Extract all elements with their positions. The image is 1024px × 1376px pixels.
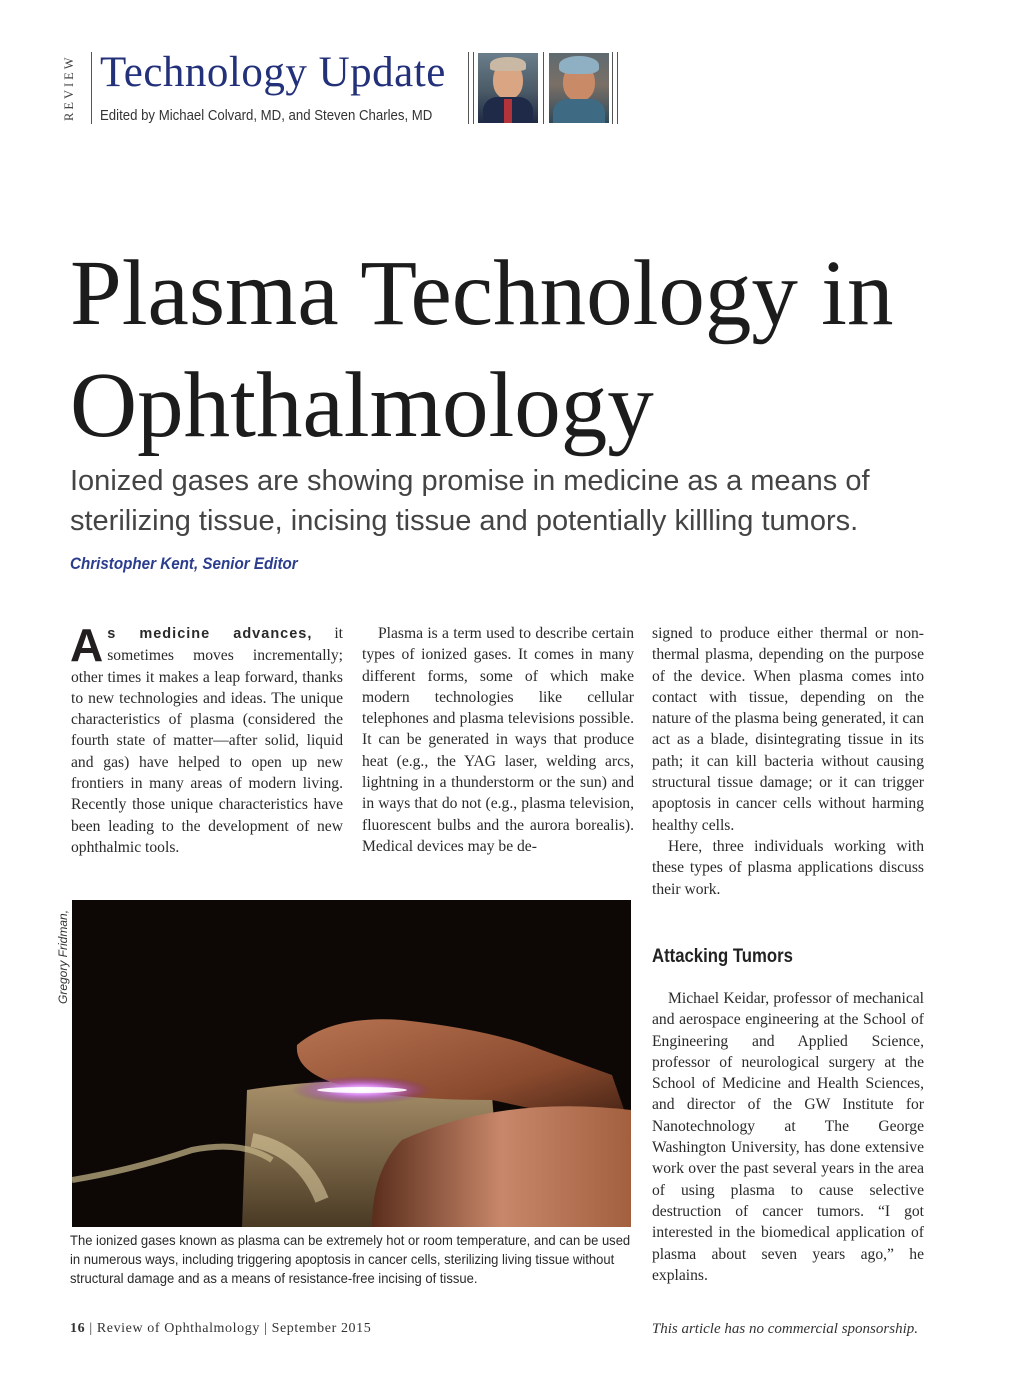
drop-cap: A [70, 619, 104, 671]
publication-name: Review of Ophthalmology [96, 1321, 260, 1336]
article-title: Plasma Technology in Ophthalmology [70, 242, 894, 457]
photo-credit: Gregory Fridman, [56, 909, 70, 1005]
lead-in: s medicine advances, [107, 626, 313, 642]
plasma-photo-illustration [72, 900, 631, 1227]
figure-caption: The ionized gases known as plasma can be extremely hot or room temperature, and can be used in numerous ways, including triggering apoptosis in cancer cells, sterilizing living tissue without structural damage and as a means of resistance-free incising of tissue. [70, 1232, 631, 1286]
issue-date: September 2015 [271, 1321, 372, 1336]
paragraph: signed to produce either thermal or non-thermal plasma, depending on the purpose of the device. When plasma comes into contact with tissue, depending on the nature of the plasma being generated, it can act as a blade, disintegrating tissue in its path; it can kill bacteria without causing structural tissue damage; or it can trigger apoptosis in cancer cells without harming healthy cells. [652, 625, 924, 834]
paragraph: Michael Keidar, professor of mechanical and aerospace engineering at the School of Engineering and Applied Science, professor of neurological surgery at the School of Medicine and Health Sciences, and director of the GW Institute for Nanotechnology at The George Washington University, has done extensive work over the past several years in the area of using plasma to cause selective destruction of cancer tumors. “I got interested in the biomedical application of plasma about seven years ago,” he explains. [652, 990, 924, 1284]
header-divider [612, 52, 613, 124]
paragraph: Here, three individuals working with these types of plasma applications discuss their work. [652, 837, 924, 898]
editor-portrait-colvard [478, 53, 538, 123]
body-column-2 [362, 623, 634, 857]
page-number: 16 [70, 1321, 86, 1336]
body-column-3 [652, 623, 924, 900]
header-divider [617, 52, 618, 124]
section-title: Technology Update [100, 49, 446, 96]
article-subtitle: Ionized gases are showing promise in medicine as a means of sterilizing tissue, incising tissue and potentially killling tumors. [70, 465, 870, 537]
header-divider [91, 52, 92, 124]
body-column-3-continued [652, 988, 924, 1286]
header-divider [468, 52, 469, 124]
editors-credit: Edited by Michael Colvard, MD, and Steven Charles, MD [100, 107, 433, 124]
plasma-device-photo [72, 900, 631, 1227]
paragraph: Plasma is a term used to describe certain types of ionized gases. It comes in many different forms, some of which make modern technologies like cellular telephones and plasma televisions possible. It can be generated in ways that produce heat (e.g., the YAG laser, welding arcs, lightning in a thunderstorm or the sun) and in ways that do not (e.g., plasma television, fluorescent bulbs and the aurora borealis). Medical devices may be de- [362, 625, 634, 855]
article-byline: Christopher Kent, Senior Editor [70, 555, 298, 573]
paragraph: it sometimes moves incrementally; other times it makes a leap forward, thanks to new technologies and ideas. The unique characteristics of plasma (considered the fourth state of matter—after solid, liquid and gas) have helped to open up new frontiers in many areas of modern living. Recently those unique characteristics have been leading to the development of new ophthalmic tools. [71, 625, 343, 856]
footer-separator: | [264, 1321, 268, 1336]
footer-separator: | [89, 1321, 93, 1336]
editor-portrait-charles [549, 53, 609, 123]
section-label: REVIEW [62, 54, 76, 122]
header-divider [543, 52, 544, 124]
body-column-1 [70, 619, 343, 858]
page-footer [70, 1321, 371, 1337]
header-divider [473, 52, 474, 124]
sponsorship-note: This article has no commercial sponsorship. [651, 1321, 918, 1337]
section-subhead: Attacking Tumors [652, 946, 793, 967]
